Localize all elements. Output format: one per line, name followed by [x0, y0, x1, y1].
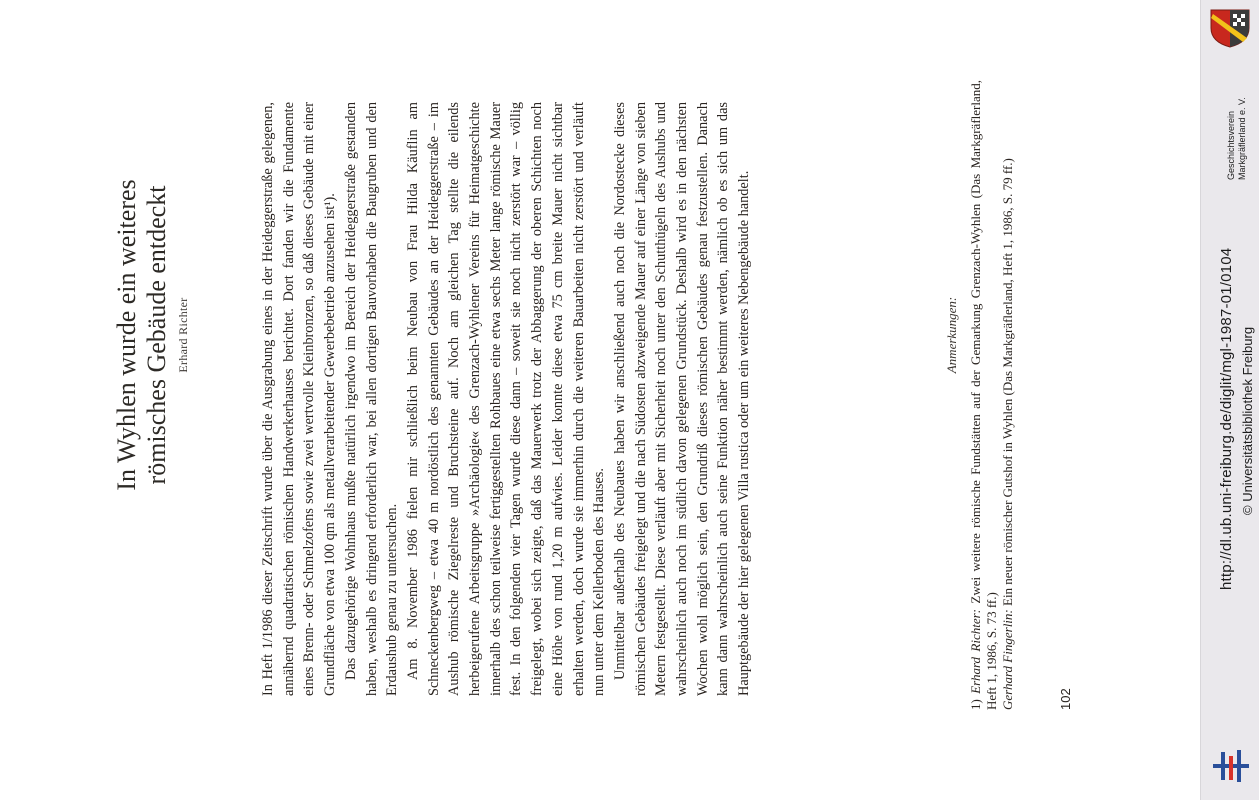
footnote-1 [968, 80, 1000, 710]
footnote-author-1: Erhard Richter: [968, 608, 983, 694]
footnotes [968, 80, 1016, 710]
footnote-2 [1000, 80, 1016, 710]
article-body [258, 102, 755, 696]
verein-line-2: Markgräflerland e. V. [1237, 97, 1247, 180]
article-title [112, 115, 172, 555]
title-line-2: römisches Gebäude entdeckt [142, 185, 171, 485]
permalink-url[interactable]: http://dl.ub.uni-freiburg.de/diglit/mgl-1987-01/0104 [1218, 247, 1235, 590]
paragraph-4: Unmittelbar außerhalb des Neubaues haben wir anschließend auch noch die Nordostecke dieses römischen Gebäudes freigelegt und die nach Südosten abzweigende Mauer auf einer Länge von sieben Metern festgestellt. Diese verläuft aber mit Sicherheit noch unter den Schutthügeln des Aushubs und wahrscheinlich auch noch im südlich davon gelegenen Grundstück. Deshalb wird es in den nächsten Wochen wohl möglich sein, den Grundriß dieses römischen Gebäudes genau festzustellen. Danach kann dann wahrscheinlich auch seine Funktion näher bestimmt werden, nämlich ob es sich um das Hauptgebäude der hier gelegenen Villa rustica oder um ein weiteres Nebengebäude handelt. [611, 102, 753, 696]
paragraph-2: Das dazugehörige Wohnhaus mußte natürlich irgendwo im Bereich der Heideggerstraße gestanden haben, weshalb es dringend erforderlich war, bei allen dortigen Bauvorhaben die Baugruben und den Erdaushub genau zu untersuchen. [342, 102, 401, 696]
verein-label [1226, 97, 1248, 180]
footnote-author-2: Gerhard Fingerlin: [1000, 609, 1015, 710]
title-line-1: In Wyhlen wurde ein weiteres [112, 179, 141, 491]
ub-freiburg-logo-icon [1211, 748, 1251, 784]
footnote-marker: 1) [968, 693, 983, 710]
page-number: 102 [1058, 688, 1073, 710]
verein-line-1: Geschichtsverein [1226, 110, 1236, 180]
notes-heading: Anmerkungen: [944, 296, 959, 374]
paragraph-3: Am 8. November 1986 fielen mir schließlich beim Neubau von Frau Hilda Käuflin am Schneckenbergweg – etwa 40 m nordöstlich des genannten Gebäudes an der Heideggerstraße – im Aushub römische Ziegelreste und Bruchsteine auf. Noch am gleichen Tag stellte die eilends herbeigerufene Arbeitsgruppe »Archäologie« des Grenzach-Wyhlener Vereins für Heimatgeschichte innerhalb des schon teilweise fertiggestellten Rohbaues eine etwa sechs Meter lange römische Mauer fest. In den folgenden vier Tagen wurde diese dann – soweit sie noch nicht zerstört war – völlig freigelegt, wobei sich zeigte, daß das Mauerwerk trotz der Abbaggerung der oberen Schichten noch eine Höhe von rund 1,20 m aufwies. Leider konnte diese etwa 75 cm breite Mauer nicht sichtbar erhalten werden, doch wurde sie immerhin durch die weiteren Bauarbeiten nicht zerstört und verläuft nun unter dem Kellerboden des Hauses. [404, 102, 608, 696]
copyright-notice: © Universitätsbibliothek Freiburg [1240, 326, 1255, 515]
article-author: Erhard Richter [176, 297, 190, 373]
paragraph-1: In Heft 1/1986 dieser Zeitschrift wurde über die Ausgrabung eines in der Heideggerstraße gelegenen, annähernd quadratischen römischen Handwerkerhauses berichtet. Dort fanden wir die Fundamente eines Brenn- oder Schmelzofens sowie zwei wertvolle Kleinbronzen, so daß dieses Gebäude mit einer Grundfläche von etwa 100 qm als metallverarbeitender Gewerbebetrieb anzusehen ist¹). [260, 102, 339, 696]
coat-of-arms-icon [1207, 8, 1253, 48]
footnote-text-2: Ein neuer römischer Gutshof in Wyhlen (Das Markgräflerland, Heft 1, 1986, S. 79 ff.) [1000, 158, 1015, 610]
footnote-text-1: Zwei weitere römische Fundstätten auf der Gemarkung Grenzach-Wyhlen (Das Markgräflerland, Heft 1, 1986, S. 73 ff.) [968, 80, 999, 710]
